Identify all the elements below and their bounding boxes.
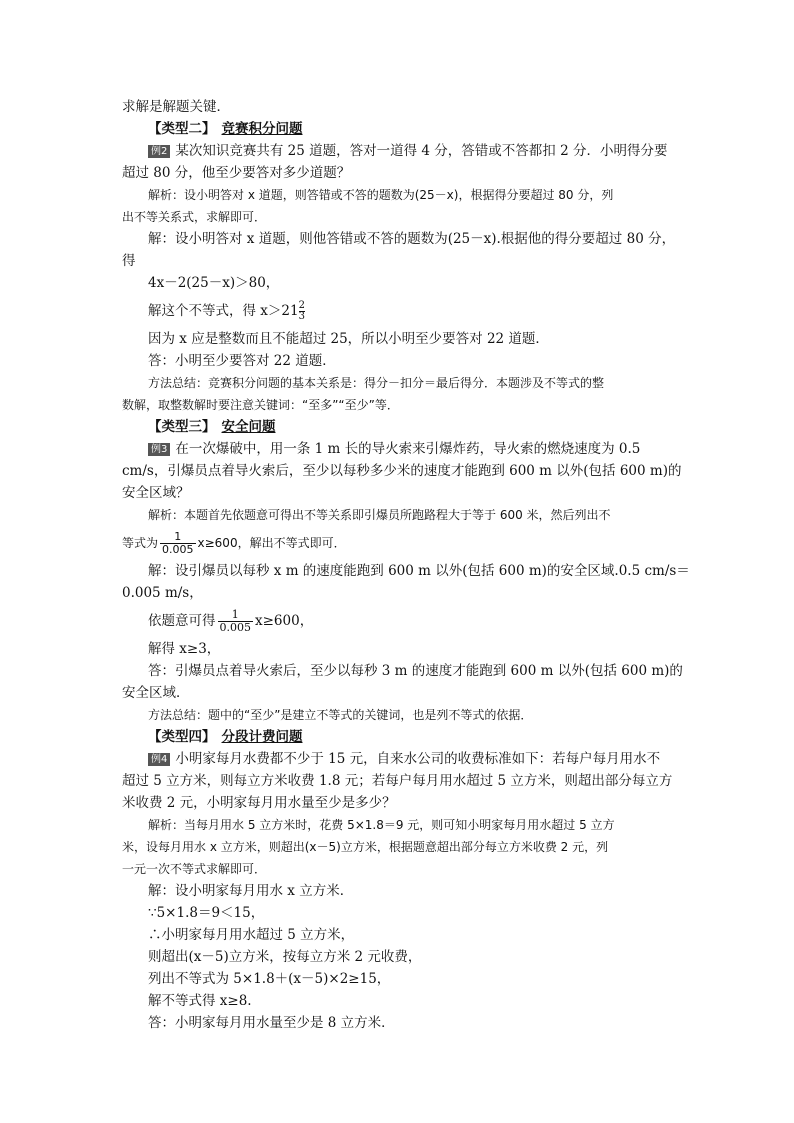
analysis-line: 米，设每月用水 x 立方米，则超出(x－5)立方米，根据题意超出部分每立方米收费 2 元，列 <box>122 840 609 854</box>
text-line: 安全区域？ <box>122 485 190 501</box>
fraction <box>160 531 196 556</box>
text-line: cm/s，引爆员点着导火索后，至少以每秒多少米的速度才能跑到 600 m 以外(包括 600 m)的 <box>122 463 682 479</box>
fraction-denominator: 3 <box>298 311 305 322</box>
solution-line: 安全区域． <box>122 685 190 701</box>
fraction-numerator: 1 <box>160 531 196 544</box>
text-line: 求解是解题关键． <box>122 99 230 115</box>
solution-line: ∴小明家每月用水超过 5 立方米， <box>148 927 355 943</box>
solution-line <box>122 604 682 638</box>
example4 <box>122 748 682 770</box>
text-line: 某次知识竞赛共有 25 道题，答对一道得 4 分，答错或不答都扣 2 分．小明得分要 <box>175 143 668 159</box>
solution-line <box>122 294 682 328</box>
text-line: 超过 5 立方米，则每立方米收费 1.8 元；若每户每月用水超过 5 立方米，则超出部分每立方 <box>122 773 673 789</box>
type-name: 分段计费问题 <box>221 729 303 745</box>
document-page <box>122 96 690 1034</box>
solution-text: 依题意可得 <box>148 613 216 629</box>
solution-line: 解：设小明答对 x 道题，则他答错或不答的题数为(25－x).根据他的得分要超过 80 分， <box>148 231 676 247</box>
solution-line: 解不等式得 x≥8. <box>148 993 252 1009</box>
solution-text: 解这个不等式，得 x＞21 <box>148 303 299 319</box>
solution-text: x≥600， <box>255 613 314 629</box>
solution-line: 0.005 m/s， <box>122 585 203 601</box>
fraction-denominator: 0.005 <box>162 543 194 556</box>
solution-line: 则超出(x－5)立方米，按每立方米 2 元收费， <box>148 949 422 965</box>
solution-line: 4x－2(25－x)＞80， <box>148 275 280 291</box>
type3-heading <box>122 416 682 438</box>
fraction-numerator: 2 <box>298 300 305 311</box>
solution-line: ∵5×1.8＝9＜15， <box>148 905 265 921</box>
analysis-line <box>122 526 682 560</box>
analysis-line: 出不等关系式，求解即可． <box>122 210 267 224</box>
type-label: 【类型三】 <box>148 419 216 435</box>
analysis-text: x≥600，解出不等式即可． <box>197 536 346 550</box>
type2-heading <box>122 118 682 140</box>
text-line: 小明家每月水费都不少于 15 元，自来水公司的收费标准如下：若每户每月用水不 <box>175 751 661 767</box>
summary-line: 方法总结：竞赛积分问题的基本关系是：得分－扣分＝最后得分．本题涉及不等式的整 <box>148 376 605 390</box>
analysis-line: 解析：设小明答对 x 道题，则答错或不答的题数为(25－x)，根据得分要超过 80 分，列 <box>148 188 614 202</box>
type-name: 竞赛积分问题 <box>221 121 303 137</box>
analysis-line: 解析：当每月用水 5 立方米时，花费 5×1.8＝9 元，则可知小明家每月用水超过 5 立方 <box>148 818 615 832</box>
fraction-denominator: 0.005 <box>219 621 251 634</box>
type-name: 安全问题 <box>221 419 276 435</box>
example2 <box>122 140 682 162</box>
example-badge: 例3 <box>148 443 170 456</box>
summary-line: 数解，取整数解时要注意关键词：“至多”“至少”等． <box>122 398 399 412</box>
solution-line: 列出不等式为 5×1.8＋(x－5)×2≥15， <box>148 971 391 987</box>
type-label: 【类型四】 <box>148 729 216 745</box>
text-line: 米收费 2 元，小明家每月用水量至少是多少？ <box>122 795 396 811</box>
solution-line: 解：设小明家每月用水 x 立方米． <box>148 883 354 899</box>
text-line: 超过 80 分，他至少要答对多少道题？ <box>122 165 351 181</box>
solution-line: 解：设引爆员以每秒 x m 的速度能跑到 600 m 以外(包括 600 m)的安全区域.0.5 cm/s＝ <box>148 563 690 579</box>
solution-line: 答：引爆员点着导火索后，至少以每秒 3 m 的速度才能跑到 600 m 以外(包括 600 m)的 <box>148 663 683 679</box>
type-label: 【类型二】 <box>148 121 216 137</box>
fraction-numerator: 1 <box>218 609 254 622</box>
summary-line: 方法总结：题中的“至少”是建立不等式的关键词，也是列不等式的依据． <box>148 708 533 722</box>
solution-line: 答：小明至少要答对 22 道题． <box>148 353 336 369</box>
solution-line: 答：小明家每月用水量至少是 8 立方米． <box>148 1015 395 1031</box>
analysis-line: 一元一次不等式求解即可． <box>122 862 267 876</box>
example-badge: 例2 <box>148 145 170 158</box>
text-line: 在一次爆破中，用一条 1 m 长的导火索来引爆炸药，导火索的燃烧速度为 0.5 <box>175 441 641 457</box>
example-badge: 例4 <box>148 753 170 766</box>
analysis-text: 等式为 <box>122 536 159 550</box>
fraction <box>218 609 254 634</box>
analysis-line: 解析：本题首先依题意可得出不等关系即引爆员所跑路程大于等于 600 米，然后列出不 <box>148 508 611 522</box>
mixed-fraction <box>299 301 305 322</box>
solution-line: 解得 x≥3， <box>148 641 221 657</box>
solution-line: 因为 x 应是整数而且不能超过 25，所以小明至少要答对 22 道题． <box>148 331 549 347</box>
example3 <box>122 438 682 460</box>
type4-heading <box>122 726 682 748</box>
solution-line: 得 <box>122 253 136 269</box>
